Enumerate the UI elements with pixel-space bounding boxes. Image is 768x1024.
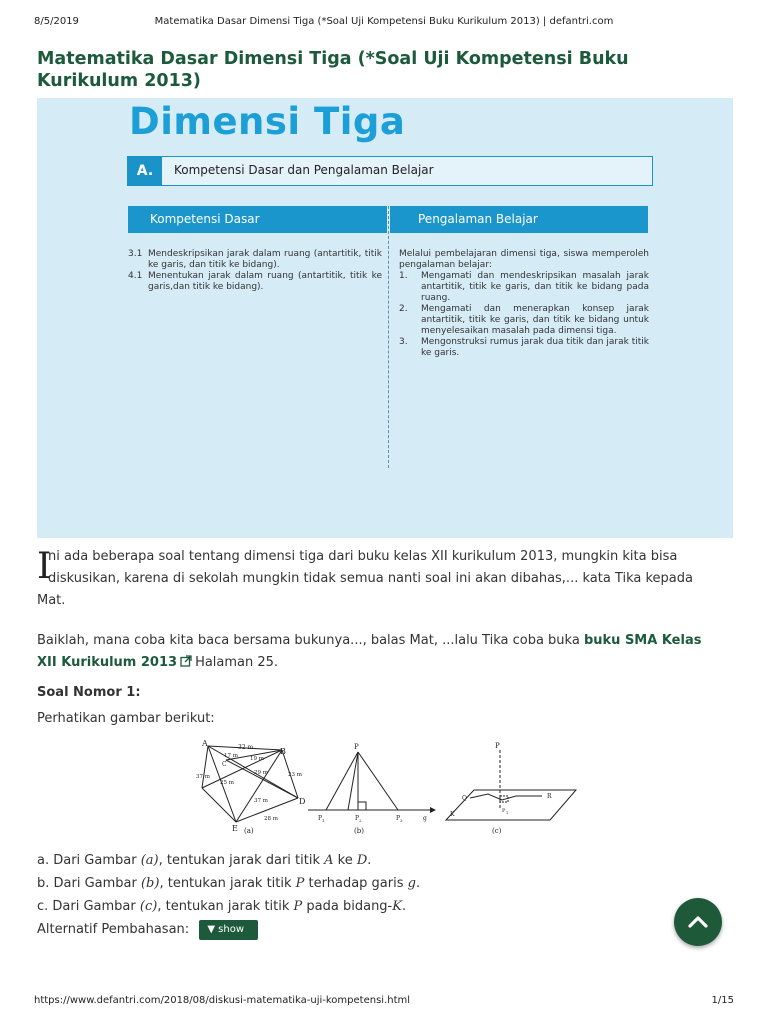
geometry-figure — [198, 738, 578, 838]
label-p2: P — [355, 815, 360, 822]
kd-item: 3.1 Mendeskripsikan jarak dalam ruang (antartitik, titik ke garis, dan titik ke bidang). — [128, 249, 382, 270]
figure-b-labels — [318, 743, 427, 835]
label-p1: P — [502, 808, 506, 814]
measure: 37 m — [254, 798, 268, 804]
figure-c-labels — [450, 742, 552, 835]
book-link[interactable]: buku SMA Kelas — [583, 633, 702, 648]
measure: 23 m — [288, 772, 302, 778]
pb-intro: Melalui pembelajaran dimensi tiga, siswa memperoleh pengalaman belajar: — [399, 249, 649, 270]
question-item: c. Dari Gambar (c), tentukan jarak titik P pada bidang-K. — [37, 899, 407, 914]
column-divider — [388, 206, 389, 468]
caption-b: (b) — [354, 827, 364, 835]
second-paragraph: Baiklah, mana coba kita baca bersama bukunya..., balas Mat, ...lalu Tika coba buka buku SMA Kelas XII Kurikulum 2013 Halaman 25. — [37, 630, 727, 675]
print-header — [34, 16, 734, 30]
print-title: Matematika Dasar Dimensi Tiga (*Soal Uji Kompetensi Buku Kurikulum 2013) | defantri.com — [154, 16, 614, 27]
measure: 19 m — [250, 756, 264, 762]
label-a: A — [202, 739, 208, 748]
book-link-cont[interactable]: XII Kurikulum 2013 — [37, 655, 178, 670]
external-link-icon[interactable] — [180, 653, 192, 675]
kd-item: 4.1 Menentukan jarak dalam ruang (antartitik, titik ke garis,dan titik ke bidang). — [128, 271, 382, 292]
caption-c: (c) — [492, 827, 502, 835]
print-date: 8/5/2019 — [34, 16, 79, 27]
chapter-title: Dimensi Tiga — [129, 100, 406, 143]
question-list — [37, 849, 420, 918]
section-label: Kompetensi Dasar dan Pengalaman Belajar — [174, 163, 434, 177]
figure-c — [446, 750, 576, 820]
measure: 29 m — [254, 770, 268, 776]
alternatif-row — [37, 920, 258, 940]
pengalaman-belajar-list — [399, 249, 649, 359]
svg-text:3: 3 — [400, 818, 403, 823]
scroll-to-top-button[interactable] — [674, 898, 722, 946]
soal-heading: Soal Nomor 1: — [37, 685, 141, 700]
label-d: D — [299, 797, 306, 806]
drop-cap: I — [37, 546, 52, 587]
measure: 32 m — [238, 744, 254, 751]
label-p1: P — [318, 815, 323, 822]
print-footer — [34, 995, 734, 1009]
question-item: a. Dari Gambar (a), tentukan jarak dari titik A ke D. — [37, 853, 372, 868]
svg-text:1: 1 — [506, 811, 509, 815]
intro-line-3: Mat. — [37, 593, 66, 608]
section-bar — [127, 156, 653, 186]
pb-item: 3. Mengonstruksi rumus jarak dua titik dan jarak titik ke garis. — [399, 337, 649, 358]
measure: 25 m — [220, 780, 234, 786]
intro-paragraph — [37, 546, 727, 612]
svg-text:1: 1 — [322, 818, 325, 823]
label-e: E — [232, 824, 238, 833]
print-url: https://www.defantri.com/2018/08/diskusi-matematika-uji-kompetensi.html — [34, 995, 411, 1006]
intro-line-2: diskusikan, karena di sekolah mungkin tidak semua nanti soal ini akan dibahas,... kata Tika kepada — [48, 571, 693, 586]
label-b: B — [280, 747, 286, 756]
pb-item: 1. Mengamati dan mendeskripsikan masalah jarak antartitik, titik ke garis, dan titik ke bidang pada ruang. — [399, 271, 649, 303]
label-k: K — [450, 811, 455, 818]
caption-a: (a) — [244, 827, 254, 835]
figure-a-labels — [196, 739, 305, 835]
kompetensi-dasar-header: Kompetensi Dasar — [128, 206, 387, 233]
chevron-up-icon — [686, 910, 710, 934]
question-item: b. Dari Gambar (b), tentukan jarak titik P terhadap garis g. — [37, 876, 421, 891]
label-c: C — [222, 761, 227, 768]
instruction-text: Perhatikan gambar berikut: — [37, 711, 215, 726]
measure: 37 m — [196, 774, 210, 780]
section-letter: A. — [128, 157, 162, 185]
post-title: Matematika Dasar Dimensi Tiga (*Soal Uji Kompetensi Buku Kurikulum 2013) — [37, 49, 629, 91]
kompetensi-dasar-list — [128, 249, 382, 293]
measure: 17 m — [224, 753, 238, 759]
figure-b — [308, 752, 430, 810]
print-page-number: 1/15 — [711, 995, 734, 1006]
svg-text:2: 2 — [359, 818, 362, 823]
label-p3: P — [396, 815, 401, 822]
geometry-figure-svg — [198, 738, 578, 838]
pengalaman-belajar-header: Pengalaman Belajar — [390, 206, 648, 233]
label-r: R — [547, 793, 552, 800]
label-g: g — [423, 815, 427, 822]
pb-item: 2. Mengamati dan menerapkan konsep jarak antartitik, titik ke garis, dan titik ke bidang untuk menyelesaikan masalah pada dimensi tiga. — [399, 304, 649, 336]
label-q: Q — [462, 795, 467, 802]
intro-line-1: ni ada beberapa soal tentang dimensi tiga dari buku kelas XII kurikulum 2013, mungkin kita bisa — [48, 549, 678, 564]
alternatif-label: Alternatif Pembahasan: — [37, 922, 190, 937]
show-button[interactable]: ▼ show — [199, 920, 258, 940]
measure: 28 m — [264, 816, 278, 822]
book-page-image — [37, 98, 733, 538]
label-p: P — [354, 743, 359, 751]
label-p: P — [495, 742, 500, 750]
arrow-head — [430, 807, 436, 813]
